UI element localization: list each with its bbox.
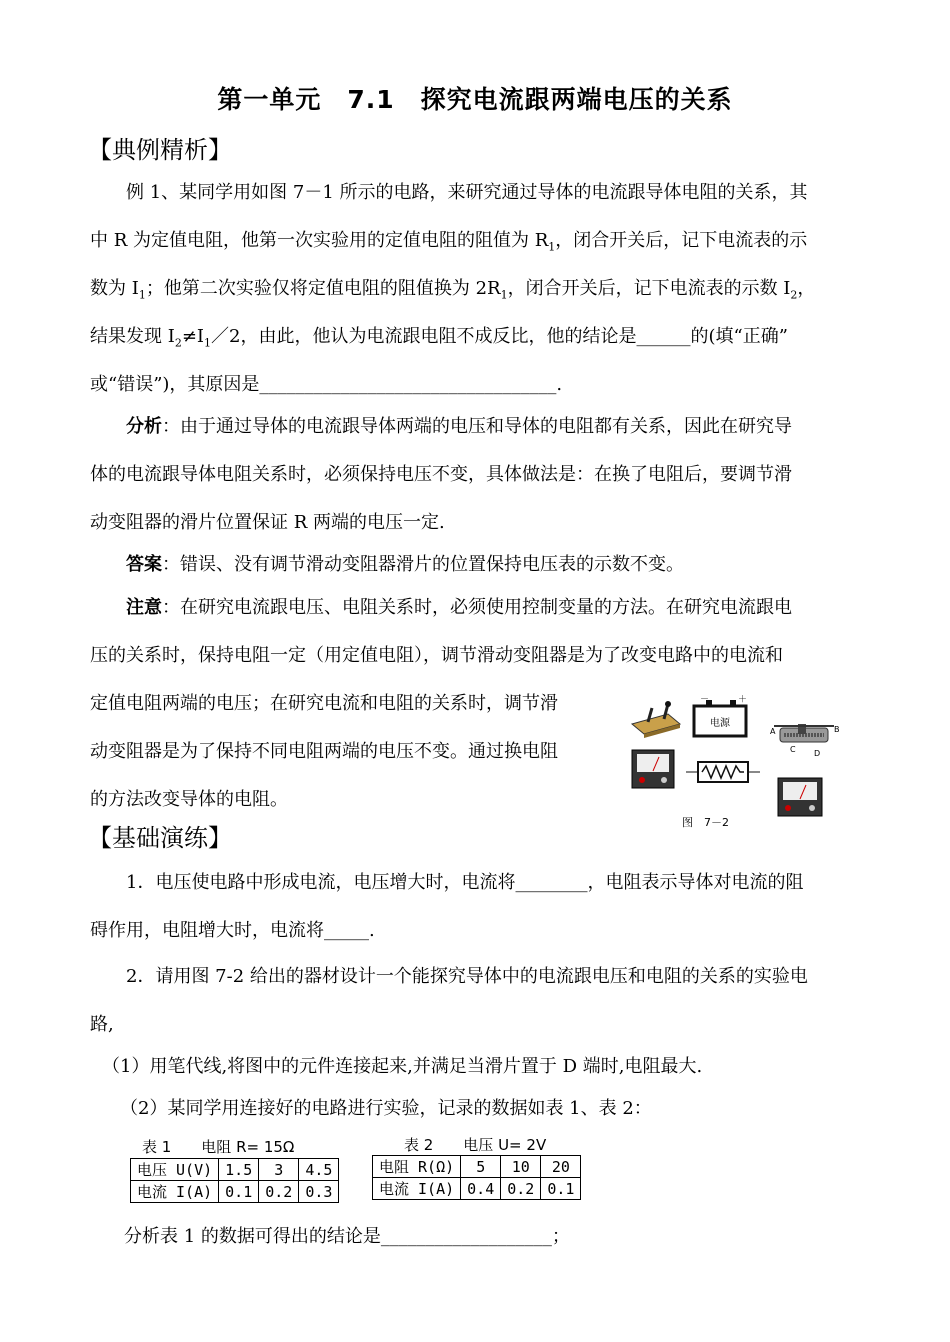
power-label: 电源 xyxy=(710,718,730,729)
example-line-2: 中 R 为定值电阻，他第一次实验用的定值电阻的阻值为 $R_1$，闭合开关后，记下电流表的示 xyxy=(90,230,808,254)
terminal-b-label: B xyxy=(834,725,840,734)
q2-line-2: 路, xyxy=(90,1014,114,1035)
analysis-line-2: 体的电流跟导体电阻关系时，必须保持电压不变，具体做法是：在换了电阻后，要调节滑 xyxy=(90,464,792,485)
table-cell: 电阻 R(Ω) xyxy=(373,1156,461,1178)
table-cell: 电压 U(V) xyxy=(131,1159,219,1181)
table-cell: 5 xyxy=(461,1156,501,1178)
note-line-1: 注意：在研究电流跟电压、电阻关系时，必须使用控制变量的方法。在研究电流跟电 xyxy=(126,597,792,618)
q2-part-1: （1）用笔代线,将图中的元件连接起来,并满足当滑片置于 D 端时,电阻最大. xyxy=(102,1056,703,1077)
figure-caption: 图 7－2 xyxy=(682,816,729,829)
table-cell: 0.2 xyxy=(501,1178,541,1200)
table2-row-current xyxy=(373,1178,581,1200)
table1 xyxy=(130,1158,339,1203)
plus-sign: ＋ xyxy=(738,695,748,705)
answer-line: 答案：错误、没有调节滑动变阻器滑片的位置保持电压表的示数不变。 xyxy=(126,554,684,575)
q1-line-2: 碍作用，电阻增大时，电流将_____. xyxy=(90,920,375,941)
terminal-a-label: A xyxy=(770,727,776,736)
table-cell: 0.4 xyxy=(461,1178,501,1200)
resistor-icon xyxy=(686,762,760,782)
table2-caption: 表 2 电压 U= 2V xyxy=(404,1136,547,1154)
table-cell: 0.3 xyxy=(299,1181,339,1203)
table-cell: 1.5 xyxy=(219,1159,259,1181)
example-line-4: 结果发现 $I_2\ne I_1/2$，由此，他认为电流跟电阻不成反比，他的结论是______的(填“正确” xyxy=(90,326,788,350)
switch-icon xyxy=(632,701,680,738)
example-line-1: 例 1、某同学用如图 7－1 所示的电路，来研究通过导体的电流跟导体电阻的关系，其 xyxy=(126,182,808,203)
q2-part-2: （2）某同学用连接好的电路进行实验，记录的数据如表 1、表 2： xyxy=(120,1098,652,1119)
table-cell: 3 xyxy=(259,1159,299,1181)
section-practice-heading: 【基础演练】 xyxy=(88,824,232,852)
table1-caption: 表 1 电阻 R= 15Ω xyxy=(142,1138,295,1156)
table-cell: 电流 I(A) xyxy=(373,1178,461,1200)
section-example-heading: 【典例精析】 xyxy=(88,136,232,164)
table1-row-voltage xyxy=(131,1159,339,1181)
note-line-2: 压的关系时，保持电阻一定（用定值电阻），调节滑动变阻器是为了改变电路中的电流和 xyxy=(90,645,783,666)
ammeter-icon xyxy=(632,750,674,788)
terminal-d-label: D xyxy=(814,749,821,758)
table2 xyxy=(372,1155,581,1200)
note-line-5: 的方法改变导体的电阻。 xyxy=(90,789,288,810)
table-cell: 电流 I(A) xyxy=(131,1181,219,1203)
example-line-3: 数为 $I_1$；他第二次实验仅将定值电阻的阻值换为 $2R_1$，闭合开关后，记下电流表的示数 $I_2$， xyxy=(90,278,816,302)
note-line-3: 定值电阻两端的电压；在研究电流和电阻的关系时，调节滑 xyxy=(90,693,558,714)
page-title: 第一单元 7.1 探究电流跟两端电压的关系 xyxy=(217,85,733,114)
table-cell: 0.1 xyxy=(219,1181,259,1203)
minus-sign: － xyxy=(700,695,710,705)
figure-7-2 xyxy=(628,692,850,832)
circuit-components-illustration xyxy=(628,692,850,832)
terminal-c-label: C xyxy=(790,745,796,754)
q1-line-1: 1．电压使电路中形成电流，电压增大时，电流将________，电阻表示导体对电流的阻 xyxy=(126,872,804,893)
example-line-5: 或“错误”)，其原因是_________________________________. xyxy=(90,374,563,395)
analysis-line-3: 动变阻器的滑片位置保证 R 两端的电压一定. xyxy=(90,512,445,533)
note-line-4: 动变阻器是为了保持不同电阻两端的电压不变。通过换电阻 xyxy=(90,741,558,762)
table1-row-current xyxy=(131,1181,339,1203)
table-cell: 0.1 xyxy=(541,1178,581,1200)
q2-line-1: 2．请用图 7-2 给出的器材设计一个能探究导体中的电流跟电压和电阻的关系的实验电 xyxy=(126,966,808,987)
conclusion-line: 分析表 1 的数据可得出的结论是___________________； xyxy=(124,1226,570,1247)
table-cell: 4.5 xyxy=(299,1159,339,1181)
rheostat-icon xyxy=(774,724,834,742)
table-cell: 0.2 xyxy=(259,1181,299,1203)
table-cell: 10 xyxy=(501,1156,541,1178)
analysis-line-1: 分析：由于通过导体的电流跟导体两端的电压和导体的电阻都有关系，因此在研究导 xyxy=(126,416,792,437)
voltmeter-icon xyxy=(778,778,822,816)
table2-row-resistance xyxy=(373,1156,581,1178)
table-cell: 20 xyxy=(541,1156,581,1178)
